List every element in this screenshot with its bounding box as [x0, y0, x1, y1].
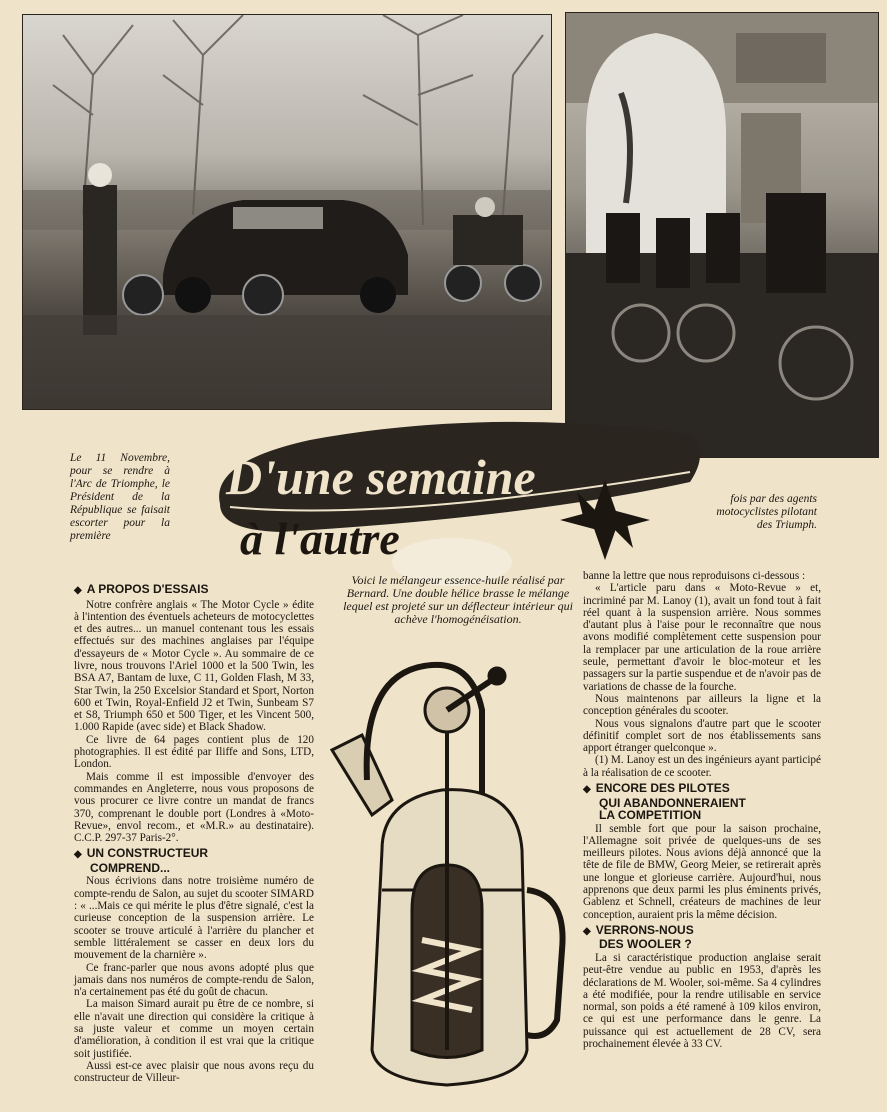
- section-title-pilotes: ◆ ENCORE DES PILOTES QUI ABANDONNERAIENT LA COMPETITION: [583, 781, 746, 823]
- paragraph: (1) M. Lanoy est un des ingénieurs ayant participé à la réalisation de ce scooter.: [583, 754, 821, 779]
- paragraph: banne la lettre que nous reproduisons ci-dessous :: [583, 570, 806, 582]
- column-left: [74, 580, 314, 1084]
- paragraph: Nous écrivions dans notre troisième numéro de compte-rendu de Salon, au sujet du scooter SIMARD : « ...Mais ce qui mérite le plus d'être signalé, c'est la curieuse conception de la suspension arrière. Le scooter se trouve articulé à l'arrière du plancher et semble littéralement se casser en deux lors du mouvement de la charnière ».: [74, 875, 314, 962]
- caption-left: Le 11 Novembre, pour se rendre à l'Arc de Triomphe, le Président de la République se faisait escorter pour la première: [70, 452, 170, 542]
- section-title-wooler: ◆ VERRONS-NOUS DES WOOLER ?: [583, 922, 694, 952]
- section-title-constructeur: ◆ UN CONSTRUCTEUR COMPREND...: [74, 846, 209, 875]
- photo-presidential-escort: [22, 14, 552, 410]
- section-title-essais: ◆ A PROPOS D'ESSAIS: [74, 582, 209, 596]
- headline-line2: à l'autre: [240, 513, 400, 564]
- mixer-caption: Voici le mélangeur essence-huile réalisé par Bernard. Une double hélice brasse le mélange lequel est projeté sur un déflecteur intérieur qui achève l'homogénéisation.: [343, 573, 573, 626]
- photo-arc-de-triomphe: [565, 12, 879, 458]
- paragraph: Ce livre de 64 pages contient plus de 120 photographies. Il est édité par Iliffe and Sons, LTD, London.: [74, 733, 314, 771]
- caption-right: fois par des agents motocyclistes pilotant des Triumph.: [716, 493, 817, 531]
- paragraph: Nous vous signalons d'autre part que le scooter définitif complet sort de nos établissements sans apport étranger quelconque ».: [583, 717, 821, 755]
- paragraph: La maison Simard aurait pu être de ce nombre, si elle n'avait une direction qui considère la critique à sa juste valeur et comme un moyen certain d'amélioration, à condition il est vrai que la critique soit justifiée.: [74, 998, 314, 1060]
- mixer-illustration: [322, 650, 572, 1095]
- paragraph: La si caractéristique production anglaise serait peut-être vendue au public en 1953, d'après les déclarations de M. Wooler, soi-même. Sa 4 cylindres a été modifiée, pour la rendre utilisable en service normal, son poids a été ramené à 109 kilos environ, ce qui est une performance dans le genre. La puissance qui est actuellement de 28 CV, sera prochainement élevée à 33 CV.: [583, 951, 821, 1050]
- paragraph: « L'article paru dans « Moto-Revue » et, incriminé par M. Lanoy (1), avait un fond tout à fait réel quant à la suspension arrière. Nous sommes d'autant plus à l'aise pour le reconnaître que nous avons modifié complètement cette suspension pour la remplacer par une articulation de la roue arrière seule, permettant d'avoir le bloc-moteur et les passagers sur la partie suspendue et de n'avoir pas de variations de chasse de la fourche.: [583, 582, 821, 693]
- paragraph: Ce franc-parler que nous avons adopté plus que jamais dans nos numéros de compte-rendu de Salon, n'a certainement pas été du goût de chacun.: [74, 961, 314, 999]
- photo-arc-drawing: [566, 13, 878, 457]
- headline-line1: D'une semaine: [226, 449, 536, 505]
- paragraph: Il semble fort que pour la saison prochaine, l'Allemagne soit privée de quelques-uns de ses meilleurs pilotes. Nous avions déjà annoncé que la tête de file de BMW, Georg Meier, se retirerait après une longue et glorieuse carrière. Aujourd'hui, nous apprenons que deux parmi les plus éminents privés, Gablenz et Schnell, créateurs de machines de leur conception, auraient pris la même décision.: [583, 822, 821, 921]
- paragraph: Nous maintenons par ailleurs la ligne et la conception générales du scooter.: [583, 692, 821, 718]
- photo-escort-drawing: [23, 15, 551, 409]
- paragraph: Aussi est-ce avec plaisir que nous avons reçu du constructeur de Villeur-: [74, 1059, 314, 1085]
- paragraph: Notre confrère anglais « The Motor Cycle » édite à l'intention des éventuels acheteurs de motocyclettes et des autres... un manuel contenant tous les essais effectués sur des machines anglaises par l'équipe d'essayeurs de « Motor Cycle ». Au sommaire de ce livre, nous trouvons l'Ariel 1000 et la 500 Twin, les BSA A7, Bantam de luxe, C 11, Golden Flash, M 33, Star Twin, la 250 Excelsior Standard et Sport, Norton 600 et Twin, Royal-Enfield J2 et Twin, Sunbeam S7 et S8, Triumph 650 et 500 Tiger, et les Vincent 500, 1.000 Rapide (avec side) et Black Shadow.: [74, 598, 314, 734]
- paragraph: Mais comme il est impossible d'envoyer des commandes en Angleterre, nous vous proposons de vous procurer ce livre contre un mandat de francs 370, comprenant le double port (Londres à «Moto-Revue», envol recom., et «M.R.» au destinataire). C.C.P. 297-37 Paris-2°.: [74, 770, 314, 845]
- column-right: [583, 570, 821, 1050]
